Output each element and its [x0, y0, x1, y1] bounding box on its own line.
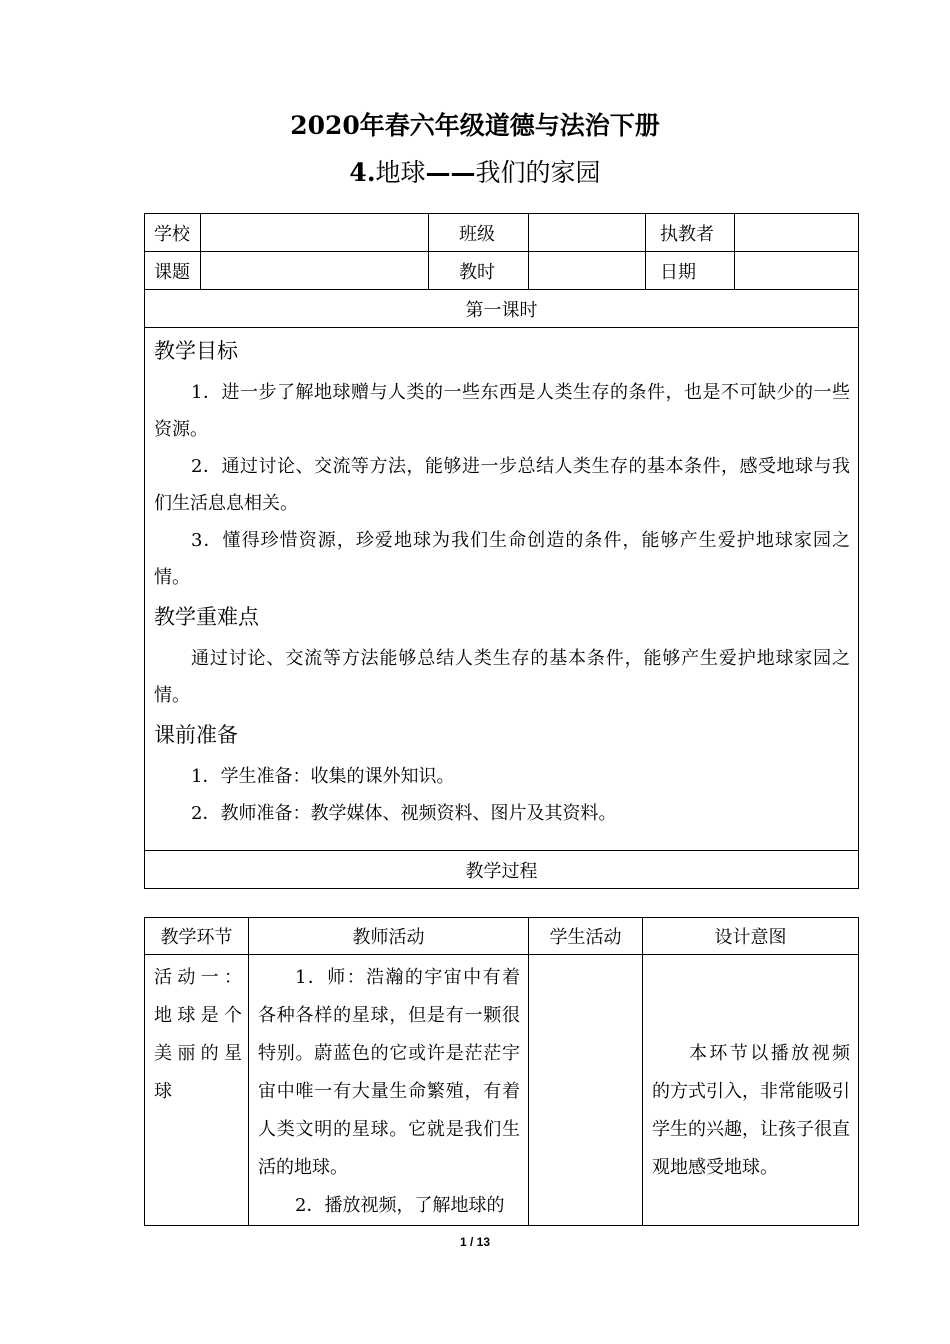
student-activity-cell: [529, 955, 643, 1226]
stage-line-1: 活动一：: [154, 967, 242, 988]
process-table: [144, 917, 859, 1226]
lesson-name-part1: 地球: [375, 158, 426, 187]
date-value[interactable]: [735, 252, 859, 290]
lesson-dash: ——: [425, 158, 476, 187]
lesson-plan-table: [144, 213, 859, 889]
process-heading: 教学过程: [145, 851, 859, 889]
key-points-text: 通过讨论、交流等方法能够总结人类生存的基本条件，能够产生爱护地球家园之情。: [154, 648, 850, 706]
title-year: 2020: [290, 111, 360, 140]
class-value[interactable]: [529, 214, 646, 252]
stage-line-4: 球: [154, 1081, 172, 1102]
content-row: [145, 328, 859, 851]
preparation-item-1: 1．学生准备：收集的课外知识。: [191, 766, 455, 787]
preparation-heading: 课前准备: [154, 723, 238, 747]
goals-heading: 教学目标: [154, 339, 238, 363]
design-text: 本环节以播放视频的方式引入，非常能吸引学生的兴趣，让孩子很直观地感受地球。: [652, 1043, 850, 1178]
title-text: 年春六年级道德与法治下册: [359, 111, 660, 140]
date-label: 日期: [646, 252, 735, 290]
document-title: [0, 108, 950, 144]
lesson-name-part2: 我们的家园: [475, 158, 601, 187]
stage-line-2: 地球是个: [154, 1005, 242, 1026]
col-stage: 教学环节: [145, 918, 249, 955]
col-teacher-activity: 教师活动: [249, 918, 529, 955]
teacher-value[interactable]: [735, 214, 859, 252]
info-row-2: [145, 252, 859, 290]
class-label: 班级: [429, 214, 529, 252]
process-header-row: [145, 918, 859, 955]
info-row-1: [145, 214, 859, 252]
design-intent-cell: [643, 955, 859, 1226]
teacher-para-2: 2．播放视频，了解地球的: [295, 1195, 505, 1216]
school-value[interactable]: [201, 214, 429, 252]
hours-value[interactable]: [529, 252, 646, 290]
period-label: 第一课时: [145, 290, 859, 328]
page-number: 1 / 13: [459, 1235, 491, 1249]
stage-cell: [145, 955, 249, 1226]
teacher-label: 执教者: [646, 214, 735, 252]
preparation-item-2: 2．教师准备：教学媒体、视频资料、图片及其资料。: [191, 803, 617, 824]
teacher-activity-cell: [249, 955, 529, 1226]
goal-item-1: 1．进一步了解地球赠与人类的一些东西是人类生存的条件，也是不可缺少的一些资源。: [154, 382, 850, 440]
teacher-para-1: 1．师：浩瀚的宇宙中有着各种各样的星球，但是有一颗很特别。蔚蓝色的它或许是茫茫宇宙中唯一有大量生命繁殖，有着人类文明的星球。它就是我们生活的地球。: [258, 967, 520, 1178]
process-row: [145, 851, 859, 889]
lesson-number: 4.: [349, 158, 376, 187]
col-design-intent: 设计意图: [643, 918, 859, 955]
lesson-content: [145, 328, 859, 851]
col-student-activity: 学生活动: [529, 918, 643, 955]
goal-item-2: 2．通过讨论、交流等方法，能够进一步总结人类生存的基本条件，感受地球与我们生活息息相关。: [154, 456, 850, 514]
goal-item-3: 3．懂得珍惜资源，珍爱地球为我们生命创造的条件，能够产生爱护地球家园之情。: [154, 530, 850, 588]
key-points-heading: 教学重难点: [154, 605, 259, 629]
topic-label: 课题: [145, 252, 201, 290]
period-row: [145, 290, 859, 328]
stage-line-3: 美丽的星: [154, 1043, 242, 1064]
topic-value[interactable]: [201, 252, 429, 290]
hours-label: 教时: [429, 252, 529, 290]
school-label: 学校: [145, 214, 201, 252]
process-row-1: [145, 955, 859, 1226]
lesson-title: [0, 155, 950, 191]
